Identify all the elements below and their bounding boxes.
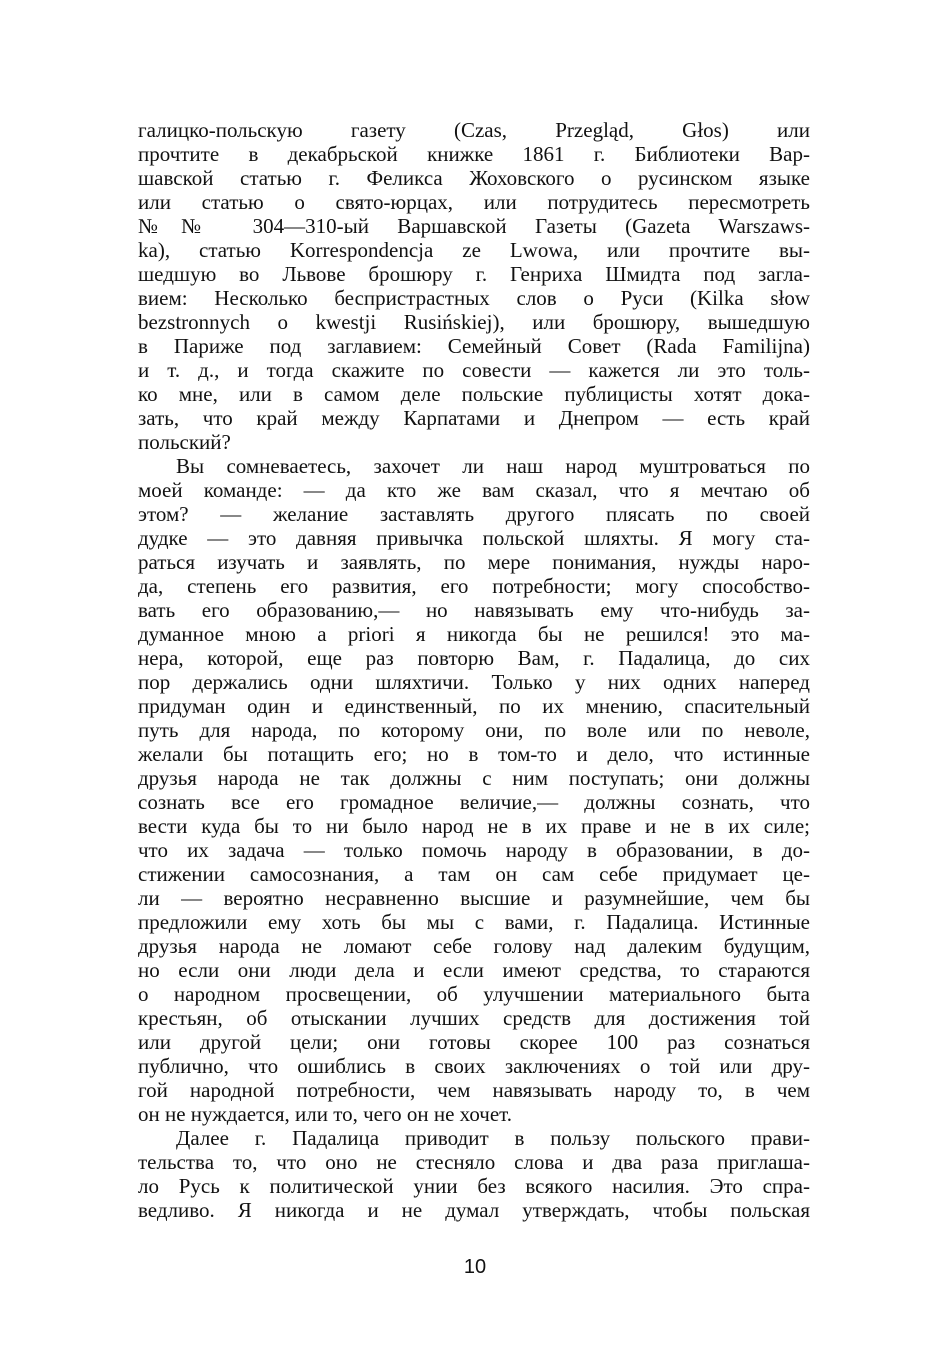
text-line: стижении самосознания, а там он сам себе придумает це- bbox=[138, 862, 810, 886]
text-line: раться изучать и заявлять, по мере понимания, нужды наро- bbox=[138, 550, 810, 574]
text-line: желали бы потащить его; но в том-то и дело, что истинные bbox=[138, 742, 810, 766]
text-line: галицко-польскую газету (Czas, Przegląd, Głos) или bbox=[138, 118, 810, 142]
text-line: прочтите в декабрьской книжке 1861 г. Библиотеки Вар- bbox=[138, 142, 810, 166]
text-line: думанное мною a priori я никогда бы не решился! это ма- bbox=[138, 622, 810, 646]
text-line: друзья народа не так должны с ним поступать; они должны bbox=[138, 766, 810, 790]
text-line: Далее г. Падалица приводит в пользу польского прави- bbox=[176, 1126, 810, 1150]
text-line: гой народной потребности, чем навязывать народу то, в чем bbox=[138, 1078, 810, 1102]
text-line: зать, что край между Карпатами и Днепром — есть край bbox=[138, 406, 810, 430]
text-line: ло Русь к политической унии без всякого насилия. Это спра- bbox=[138, 1174, 810, 1198]
text-line: польский? bbox=[138, 430, 231, 454]
text-line: дудке — это давняя привычка польской шляхты. Я могу ста- bbox=[138, 526, 810, 550]
text-line: публично, что ошиблись в своих заключениях о той или дру- bbox=[138, 1054, 810, 1078]
page-number: 10 bbox=[463, 1256, 487, 1278]
text-line: пор держались одни шляхтичи. Только у них одних наперед bbox=[138, 670, 810, 694]
text-line: и т. д., и тогда скажите по совести — кажется ли это толь- bbox=[138, 358, 810, 382]
text-line: №№ 304—310-ый Варшавской Газеты (Gazeta Warszaws- bbox=[138, 214, 810, 238]
text-line: ведливо. Я никогда и не думал утверждать, чтобы польская bbox=[138, 1198, 810, 1222]
text-line: сознать все его громадное величие,— должны сознать, что bbox=[138, 790, 810, 814]
text-line: но если они люди дела и если имеют средства, то стараются bbox=[138, 958, 810, 982]
text-line: в Париже под заглавием: Семейный Совет (Rada Familijna) bbox=[138, 334, 810, 358]
text-line: путь для народа, по которому они, по воле или по неволе, bbox=[138, 718, 810, 742]
text-line: ли — вероятно несравненно высшие и разумнейшие, чем бы bbox=[138, 886, 810, 910]
text-line: крестьян, об отыскании лучших средств для достижения той bbox=[138, 1006, 810, 1030]
text-line: вать его образованию,— но навязывать ему что-нибудь за- bbox=[138, 598, 810, 622]
body-text bbox=[138, 118, 810, 1222]
text-line: он не нуждается, или то, чего он не хочет. bbox=[138, 1102, 513, 1126]
text-line: вием: Несколько беспристрастных слов о Руси (Kilka słow bbox=[138, 286, 810, 310]
text-line: нера, которой, еще раз повторю Вам, г. Падалица, до сих bbox=[138, 646, 810, 670]
text-line: ко мне, или в самом деле польские публицисты хотят дока- bbox=[138, 382, 810, 406]
text-line: шавской статью г. Феликса Жоховского о русинском языке bbox=[138, 166, 810, 190]
text-line: моей команде: — да кто же вам сказал, что я мечтаю об bbox=[138, 478, 810, 502]
text-line: что их задача — только помочь народу в образовании, в до- bbox=[138, 838, 810, 862]
text-line: bezstronnych o kwestji Rusińskiej), или брошюру, вышедшую bbox=[138, 310, 810, 334]
text-line: этом? — желание заставлять другого плясать по своей bbox=[138, 502, 810, 526]
text-line: да, степень его развития, его потребности; могу способство- bbox=[138, 574, 810, 598]
text-line: шедшую во Львове брошюру г. Генриха Шмидта под загла- bbox=[138, 262, 810, 286]
text-line: предложили ему хоть бы мы с вами, г. Падалица. Истинные bbox=[138, 910, 810, 934]
text-line: или другой цели; они готовы скорее 100 раз сознаться bbox=[138, 1030, 810, 1054]
text-line: о народном просвещении, об улучшении материального быта bbox=[138, 982, 810, 1006]
text-line: тельства то, что оно не стесняло слова и два раза приглаша- bbox=[138, 1150, 810, 1174]
text-line: ka), статью Korrespondencja ze Lwowa, или прочтите вы- bbox=[138, 238, 810, 262]
text-line: придуман один и единственный, по их мнению, спасительный bbox=[138, 694, 810, 718]
text-line: вести куда бы то ни было народ не в их праве и не в их силе; bbox=[138, 814, 810, 838]
text-line: Вы сомневаетесь, захочет ли наш народ муштроваться по bbox=[176, 454, 810, 478]
text-line: друзья народа не ломают себе голову над далеким будущим, bbox=[138, 934, 810, 958]
text-line: или статью о свято-юрцах, или потрудитесь пересмотреть bbox=[138, 190, 810, 214]
